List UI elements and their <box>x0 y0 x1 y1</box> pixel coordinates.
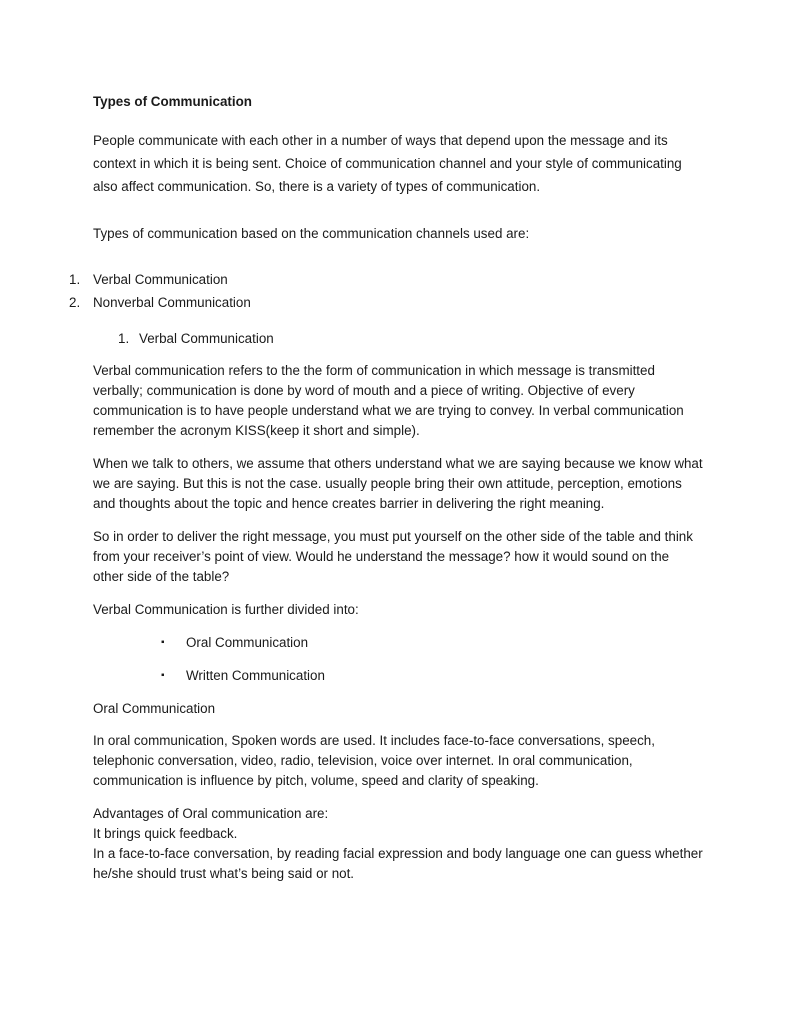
advantage-item: In a face-to-face conversation, by reading facial expression and body language one can guess whether he/she should trust what’s being said or not. <box>93 846 703 881</box>
verbal-paragraph: Verbal communication refers to the the form of communication in which message is transmitted verbally; communication is done by word of mouth and a piece of writing. Objective of every communication is to have people understand what we are trying to convey. In verbal communication remember the acronym KISS(keep it short and simple). <box>93 363 684 438</box>
oral-heading: Oral Communication <box>93 701 216 716</box>
types-intro: Types of communication based on the communication channels used are: <box>93 226 530 241</box>
deliver-paragraph: So in order to deliver the right message, you must put yourself on the other side of the table and think from your receiver’s point of view. Would he understand the message? how it would sound on the other side of the table? <box>93 529 693 584</box>
bullet-label: Oral Communication <box>186 635 309 650</box>
intro-paragraph: People communicate with each other in a number of ways that depend upon the message and its context in which it is being sent. Choice of communication channel and your style of communicating also affect communication. So, there is a variety of types of communication. <box>93 133 682 194</box>
bullet-label: Written Communication <box>186 668 325 683</box>
square-bullet-icon: ▪ <box>161 637 165 648</box>
list-number: 1. <box>69 272 81 287</box>
section-number: 1. <box>118 331 130 346</box>
advantages-heading: Advantages of Oral communication are: <box>93 806 329 821</box>
section-label: Verbal Communication <box>139 331 274 346</box>
list-number: 2. <box>69 295 81 310</box>
divided-intro: Verbal Communication is further divided into: <box>93 602 359 617</box>
square-bullet-icon: ▪ <box>161 670 165 681</box>
list-label: Verbal Communication <box>93 272 228 287</box>
talk-paragraph: When we talk to others, we assume that others understand what we are saying because we know what we are saying. But this is not the case. usually people bring their own attitude, perception, emotions and thoughts about the topic and hence creates barrier in delivering the right meaning. <box>93 456 703 511</box>
list-label: Nonverbal Communication <box>93 295 251 310</box>
advantage-item: It brings quick feedback. <box>93 826 238 841</box>
document-title: Types of Communication <box>93 94 252 109</box>
oral-paragraph: In oral communication, Spoken words are used. It includes face-to-face conversations, speech, telephonic conversation, video, radio, television, voice over internet. In oral communication, communication is influence by pitch, volume, speed and clarity of speaking. <box>93 733 655 788</box>
